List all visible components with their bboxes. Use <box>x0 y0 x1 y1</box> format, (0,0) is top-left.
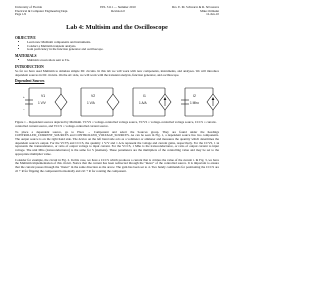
vcvs-minus-sign: − <box>23 107 25 112</box>
objective-item: • Conduct a Multisim transient analysis. <box>27 45 219 49</box>
objective-item: • Learn new Multisim components and instruments. <box>27 41 219 45</box>
vcvs-symbol <box>25 88 67 116</box>
cccs-name-label: I1 <box>143 94 146 99</box>
example-paragraph: Consider for example, the circuit in Fig. 2. In this case, we have a CCCS which produces a current that is 4 times the value of the current i. In Fig. 3, we have the Multisim implementation of this circuit. Notice that the current has been redirected through the "meter" of the controlled source. It is important to ensure that the current passes through the "meter" in the same direction as the arrow. The gain has been set to 4. Two handy commands for positioning the CCCS are ctl + R for flipping the component horizontally and ctrl + R for rotating the component. <box>15 157 219 173</box>
ccvs-gain-label: 1 V/A <box>87 101 95 106</box>
vcvs-plus-sign: + <box>23 95 25 100</box>
placement-paragraph: To place a dependent source, go to Place → Component and select the Sources group. They are found under the headings CONTROLLED_CURRENT_SOURCES and CONTROLLED_VOLTAGE_SOURCES. As can be seen in Fig. 1, a dependent source has two components. The output source is on the right hand side. The device on the left hand side acts as a voltmeter or ammeter and measures the quantity which determines the dependent source's output. For the VCVS and CCCS, the quantity 1 V/V and 1 A/A represent the voltage and current gains, respectively. For the CCVS, 1 Ω represents the transresistance, or ratio of output voltage to input current. For the VCCS, 1 Mho is the transconductance, or ratio of output current to input voltage. The unit Mho (transconductance) is the same for S (siemens). These parameters are the multipliers of the controlling value and may be set to the appropriate multiplier value. <box>15 129 219 156</box>
introduction-heading: INTRODUCTION <box>15 64 44 69</box>
header-right <box>149 6 219 17</box>
vcvs-gain-label: 1 V/V <box>38 101 46 106</box>
objective-item: • Gain proficiency in the function generator and oscilloscope. <box>27 48 219 52</box>
header-page-number: Page 1/6 <box>15 12 27 17</box>
materials-heading: MATERIALS <box>15 54 37 59</box>
dependent-sources-diagram <box>15 84 219 120</box>
cccs-arrow-icon <box>164 97 167 100</box>
document-page <box>15 6 219 175</box>
page-title: Lab 4: Multisim and the Oscilloscope <box>66 24 168 31</box>
cccs-gain-label: 1 A/A <box>139 101 147 106</box>
header-instructors: Drs. E. M. Schwartz & R. Srivastava <box>171 5 219 9</box>
header-date: 12-Jun-10 <box>206 12 219 17</box>
header-department: Electrical & Computer Engineering Dept. <box>15 8 69 13</box>
header-course: EEL 3111 — Summer 2010 <box>100 5 136 9</box>
vccs-symbol <box>181 88 219 116</box>
vccs-arrow-icon <box>212 97 215 100</box>
objective-list <box>15 41 219 52</box>
ccvs-name-label: V2 <box>91 94 96 99</box>
introduction-paragraph: So far we have used Multisim to simulate simple DC circuits. In this lab we will work with new components, instruments, and analyses. We will introduce dependent sources in DC circuits. On the AC side, we will work with the transient analysis, function generator, and oscilloscope. <box>15 68 219 77</box>
page-header <box>15 6 219 21</box>
vccs-gain-label: 1 Mho <box>190 101 199 106</box>
header-center <box>93 6 143 13</box>
objective-heading: OBJECTIVE <box>15 36 36 40</box>
materials-list <box>15 59 219 63</box>
vcvs-name-label: V1 <box>41 94 46 99</box>
dependent-sources-heading: Dependent Sources <box>15 79 45 84</box>
dependent-sources-figure <box>15 84 219 120</box>
header-university: University of Florida <box>15 5 42 9</box>
materials-item: • Multisim screen shots sent to TA. <box>27 59 219 63</box>
header-left <box>15 6 77 17</box>
figure-caption: Figure 1 – Dependent sources depicted by Multisim. VCVS = voltage-controlled voltage source, VCVS = voltage-controlled voltage source, CCCS = current-controlled current source, and VCCS = voltage-controlled current source. <box>15 120 217 128</box>
vccs-name-label: I2 <box>193 94 196 99</box>
header-revision: Revision 0 <box>111 8 125 13</box>
header-author: Mike Ortmann <box>200 8 219 13</box>
